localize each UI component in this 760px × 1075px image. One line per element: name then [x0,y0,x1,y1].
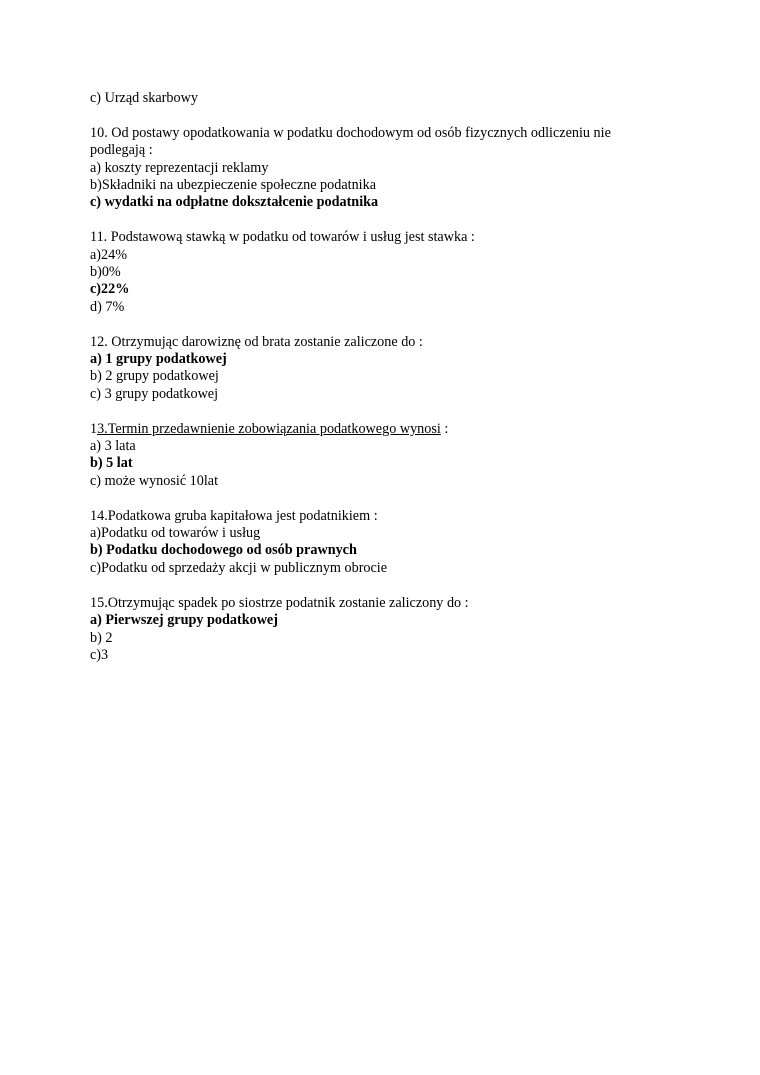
q13-option-a: a) 3 lata [90,438,136,455]
spacer [90,490,690,507]
q15-question: 15.Otrzymując spadek po siostrze podatnik zostanie zaliczony do : [90,594,469,611]
q12-option-c: c) 3 grupy podatkowej [90,385,219,402]
q10-option-b: b)Składniki na ubezpieczenie społeczne podatnika [90,177,377,194]
q14-option-a: a)Podatku od towarów i usług [90,525,261,542]
q14-question: 14.Podatkowa gruba kapitałowa jest podatnikiem : [90,507,378,524]
spacer [90,403,690,420]
q12-option-b: b) 2 grupy podatkowej [90,368,219,385]
q13-question-underlined: 3.Termin przedawnienie zobowiązania podatkowego wynosi [97,420,441,437]
spacer [90,577,690,594]
q10-question-line2: podlegają : [90,142,153,159]
q11-option-d: d) 7% [90,298,125,315]
q15-option-b: b) 2 [90,629,113,646]
q12-option-a-answer: a) 1 grupy podatkowej [90,351,227,368]
q14-option-c: c)Podatku od sprzedaży akcji w publicznym obrocie [90,559,388,576]
q13-question-tail: : [440,420,449,437]
q11-option-b: b)0% [90,264,121,281]
q11-option-a: a)24% [90,246,128,263]
q12-question: 12. Otrzymując darowiznę od brata zostanie zaliczone do : [90,333,423,350]
q13-question [90,421,690,438]
q10-option-a: a) koszty reprezentacji reklamy [90,159,269,176]
q15-option-c: c)3 [90,646,109,663]
spacer [90,316,690,333]
q14-option-b-answer: b) Podatku dochodowego od osób prawnych [90,542,357,559]
q13-option-b-answer: b) 5 lat [90,455,133,472]
document-body [90,90,690,664]
q13-number-plain: 1 [90,420,98,437]
spacer [90,212,690,229]
spacer [90,107,690,124]
q11-question: 11. Podstawową stawką w podatku od towarów i usług jest stawka : [90,229,475,246]
q10-option-c-answer: c) wydatki na odpłatne dokształcenie podatnika [90,194,379,211]
q9-option-c: c) Urząd skarbowy [90,90,198,106]
q13-option-c: c) może wynosić 10lat [90,472,219,489]
q10-question-line1: 10. Od postawy opodatkowania w podatku dochodowym od osób fizycznych odliczeniu nie [90,124,611,141]
q15-option-a-answer: a) Pierwszej grupy podatkowej [90,612,278,629]
q11-option-c-answer: c)22% [90,281,130,298]
